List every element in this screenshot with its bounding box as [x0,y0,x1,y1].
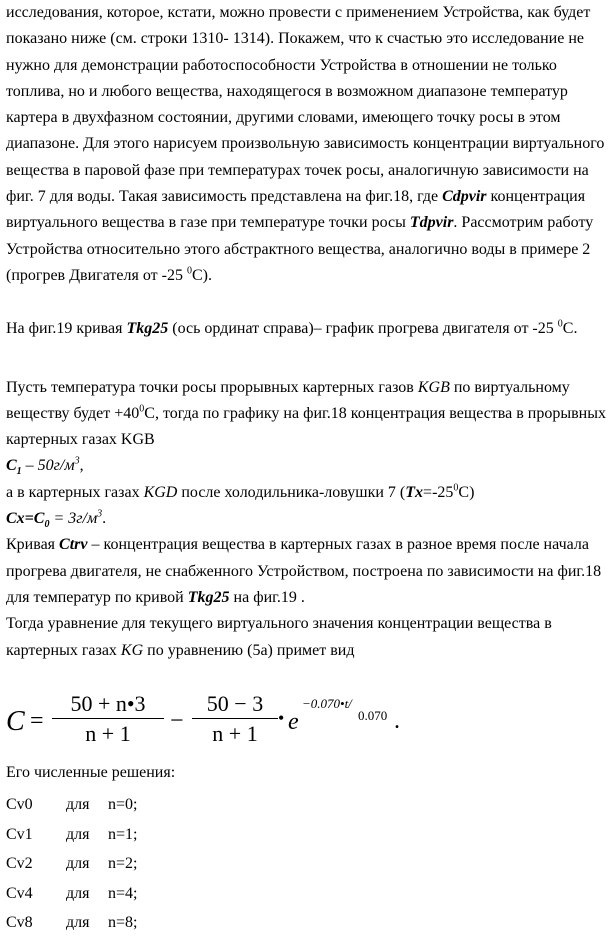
text-line: Устройства относительно этого абстрактного вещества, аналогично воды в примере 2 [6,240,591,258]
fraction-denominator: n + 1 [85,720,131,746]
solutions-list [6,792,606,936]
text-run: . Рассмотрим работу [453,214,594,232]
symbol-tdpvir: Tdpvir [409,214,454,232]
symbol-ctrv: Ctrv [59,536,88,554]
solution-name: Cv1 [6,825,33,843]
exponent: −0.070•t/ [302,695,352,711]
subscript: 1 [16,466,22,478]
symbol-tx: Tx [405,483,424,501]
text-run: (ось ординат справа)– график прогрева двигателя от -25 [168,320,558,338]
solution-word: для [66,796,90,814]
text-line [6,453,606,479]
solution-cond: n=8; [108,914,138,932]
solution-cond: n=0; [108,796,138,814]
superscript: 0 [557,318,563,330]
equation-lhs: C [6,705,25,737]
text-line: показано ниже (см. строки 1310- 1314). Покажем, что к счастью это исследование не [6,30,584,48]
paragraph-3 [6,375,606,664]
solution-row [6,851,606,877]
superscript: 3 [97,508,103,520]
symbol-c1: C [6,457,17,475]
text-line: Тогда уравнение для текущего виртуального значения концентрации вещества в [6,615,552,633]
text-run: С). [191,266,212,284]
document-page [6,0,606,940]
minus-sign: − [170,707,184,734]
text-line [6,210,606,236]
symbol-kgb: KGB [417,378,450,396]
paragraph-1 [6,0,606,289]
solution-word: для [66,855,90,873]
exponent-denominator: 0.070 [358,707,388,723]
multiply-dot: • [278,707,285,728]
text-line [6,506,606,532]
text-run: Кривая [6,536,60,554]
equation [6,684,606,764]
text-run: Пусть температура точки росы прорывных картерных газов [6,378,418,396]
text-line [6,638,606,664]
text-line: топлива, но и любого вещества, находящегося в возможном диапазоне температур [6,82,568,100]
text-run: (прогрев Двигателя от -25 [6,266,187,284]
equals-sign: = [30,707,44,734]
text-run: концентрация [486,188,586,206]
text-run: картерных газах [6,641,121,659]
solutions-title: Его численные решения: [6,763,176,781]
text-line: вещества в паровой фазе при температурах точек росы, аналогичную зависимости на [6,161,589,179]
fraction-denominator: n + 1 [212,720,258,746]
text-run: С. [562,320,578,338]
text-run: С) [458,483,475,501]
text-run: , [79,457,84,475]
text-run: веществу будет +40 [6,404,140,422]
text-line: нужно для демонстрации работоспособности Устройства в отношении не только [6,56,557,74]
solution-row [6,792,606,818]
text-line: картера в двухфазном состоянии, другими словами, имеющего точку росы в этом [6,109,561,127]
symbol-tkg25: Tkg25 [187,588,230,606]
text-line: прогрева двигателя, не снабженного Устройством, построена по зависимости на фиг.18 [6,562,602,580]
text-line: диапазоне. Для этого нарисуем произвольную зависимость концентрации виртуального [6,135,605,153]
text-run: а в картерных газах [6,483,144,501]
text-line [6,184,606,210]
solution-row [6,881,606,907]
text-line [6,401,606,427]
paragraph-2 [6,316,606,342]
symbol-kgd: KGD [143,483,178,501]
text-line [6,263,606,289]
solution-word: для [66,884,90,902]
solution-name: Cv2 [6,855,33,873]
text-run: =-25 [423,483,454,501]
solution-word: для [66,914,90,932]
superscript: 3 [74,456,80,468]
solution-cond: n=2; [108,855,138,873]
text-run: – концентрация вещества в картерных газах в разное время после начала [87,536,589,554]
symbol-cdpvir: Cdpvir [442,188,487,206]
text-line: картерных газах KGB [6,431,155,449]
text-run: по виртуальному [449,378,570,396]
text-run: На фиг.19 кривая [6,320,127,338]
text-line [6,375,606,401]
fraction-numerator: 50 + n•3 [52,690,164,719]
symbol-kg: KG [120,641,144,659]
solution-name: Cv0 [6,796,33,814]
text-line [6,480,606,506]
text-run: . [102,510,107,528]
subscript: 0 [44,519,50,531]
text-run: С, тогда по графику на фиг.18 концентрация вещества в прорывных [144,404,606,422]
text-run: по уравнению (5а) примет вид [143,641,355,659]
fraction-1 [52,690,164,749]
superscript: 0 [139,403,145,415]
text-run: после холодильника-ловушки 7 ( [177,483,406,501]
text-line [6,585,606,611]
solutions-block [6,760,606,936]
text-run: – 50г/м [21,457,75,475]
exponent-base: e [288,708,299,735]
solution-row [6,822,606,848]
superscript: 0 [453,482,459,494]
symbol-tkg25: Tkg25 [126,320,169,338]
symbol-cx: Cx=C [6,510,45,528]
text-run: виртуального вещества в газе при температуре точки росы [6,214,410,232]
solution-word: для [66,825,90,843]
solution-row [6,910,606,936]
fraction-2 [192,690,278,749]
solution-name: Cv8 [6,914,33,932]
solution-cond: n=1; [108,825,138,843]
text-line [6,532,606,558]
solution-cond: n=4; [108,884,138,902]
text-run: = 3г/м [49,510,98,528]
text-line [6,316,606,342]
text-run: фиг. 7 для воды. Такая зависимость представлена на фиг.18, где [6,188,443,206]
solution-name: Cv4 [6,884,33,902]
period: . [394,707,400,734]
superscript: 0 [186,265,192,277]
fraction-numerator: 50 − 3 [192,690,278,719]
text-run: для температур по кривой [6,588,188,606]
text-line: исследования, которое, кстати, можно провести с применением Устройства, как будет [6,4,591,21]
text-run: на фиг.19 . [229,588,305,606]
